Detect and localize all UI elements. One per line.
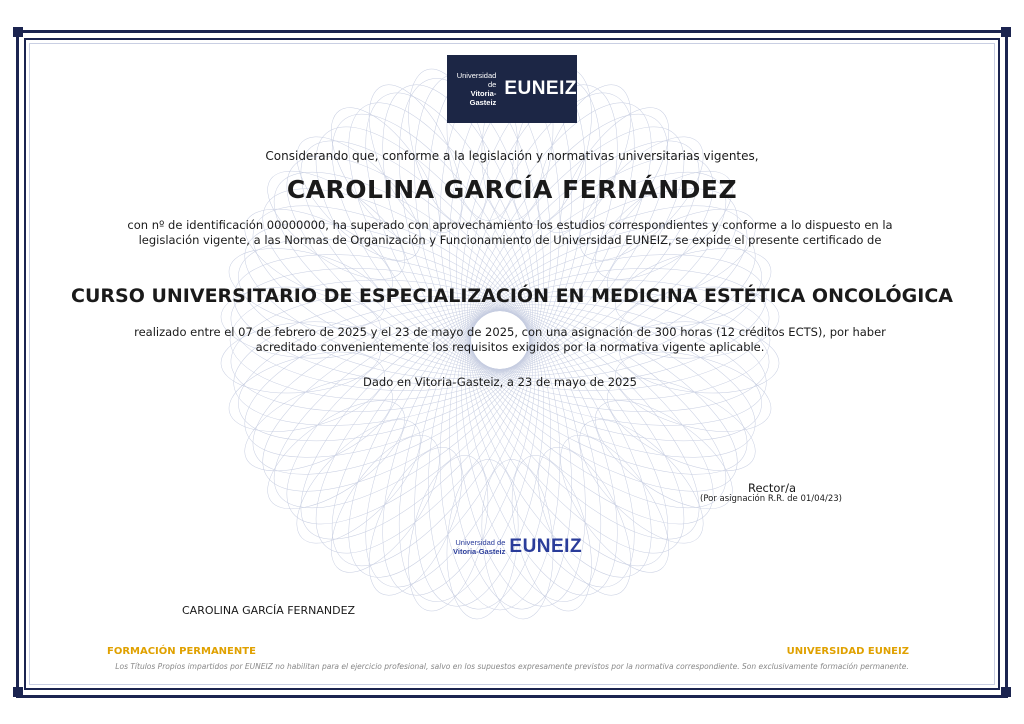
corner-ornament [1001,27,1011,37]
logo-university-text: Universidad de Vitoria-Gasteiz [456,71,497,107]
university-logo [447,55,577,123]
corner-ornament [1001,687,1011,697]
corner-ornament [13,27,23,37]
recipient-name: CAROLINA GARCÍA FERNÁNDEZ [286,175,738,204]
rector-title: Rector/a [748,481,797,495]
university-seal-logo [453,536,582,558]
period-text: realizado entre el 07 de febrero de 2025 y el 23 de mayo de 2025, con una asignación de 300 horas (12 créditos ECTS), por haber acreditado convenientemente los requisitos exigidos por la normativa vigente aplicable. [134,325,886,354]
corner-ornament [13,687,23,697]
course-title: CURSO UNIVERSITARIO DE ESPECIALIZACIÓN EN MEDICINA ESTÉTICA ONCOLÓGICA [71,285,953,307]
seal-university-text: Universidad de Vitoria-Gasteiz [453,538,506,556]
seal-brand: EUNEIZ [509,536,583,557]
identification-text: con nº de identificación 00000000, ha superado con aprovechamiento los estudios correspondientes y conforme a lo dispuesto en la legislación vigente, a las Normas de Organización y Funcionamiento de Universidad EUNEIZ, se expide el presente certificado de [127,218,893,247]
rector-note: (Por asignación R.R. de 01/04/23) [700,494,842,504]
footer-left-label: FORMACIÓN PERMANENTE [107,646,256,657]
student-signature-name: CAROLINA GARCÍA FERNANDEZ [182,604,356,617]
footer-disclaimer: Los Títulos Propios impartidos por EUNEIZ no habilitan para el ejercicio profesional, salvo en los supuestos expresamente previstos por la normativa correspondiente. Son exclusivamente formación permanente. [115,662,909,671]
footer-right-label: UNIVERSIDAD EUNEIZ [786,646,909,657]
logo-brand: EUNEIZ [504,78,577,99]
considering-text: Considerando que, conforme a la legislación y normativas universitarias vigentes, [265,149,759,163]
issue-place-date: Dado en Vitoria-Gasteiz, a 23 de mayo de 2025 [363,375,637,389]
